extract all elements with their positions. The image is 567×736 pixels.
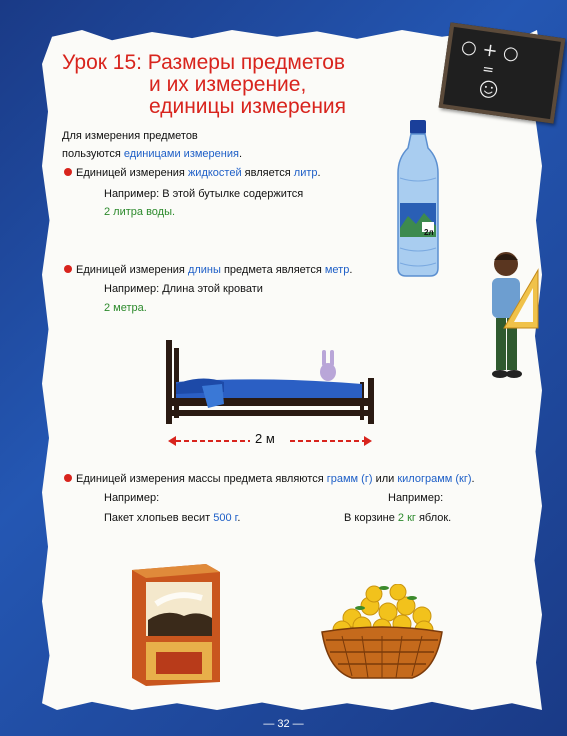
liquid-highlight: жидкостей bbox=[187, 167, 242, 179]
liquid-example: Например: В этой бутылке содержится bbox=[104, 188, 304, 200]
right-example-prefix: В корзине bbox=[344, 512, 398, 524]
length-unit: метр bbox=[324, 264, 350, 276]
intro-line-2 bbox=[62, 148, 242, 160]
mass-suffix: . bbox=[471, 473, 475, 485]
mass-or: или bbox=[372, 473, 398, 485]
chalkboard-text: ○ + ○ bbox=[459, 36, 521, 66]
right-example-suffix: яблок. bbox=[415, 512, 452, 524]
mass-unit-gram: грамм (г) bbox=[326, 473, 373, 485]
liquid-prefix: Единицей измерения bbox=[76, 167, 188, 179]
liquid-unit: литр bbox=[293, 167, 318, 179]
water-bottle-illustration bbox=[392, 118, 444, 280]
page-title bbox=[62, 52, 346, 118]
liquid-middle: является bbox=[241, 167, 294, 179]
bed-length-label: 2 м bbox=[255, 431, 275, 446]
chalkboard-equals: = bbox=[481, 61, 496, 79]
bullet-icon bbox=[64, 265, 72, 273]
length-rule bbox=[64, 264, 352, 276]
left-example bbox=[104, 512, 240, 524]
cereal-box-illustration bbox=[126, 560, 226, 688]
mass-unit-kilogram: килограмм (кг) bbox=[397, 473, 472, 485]
right-example bbox=[344, 512, 451, 524]
mass-prefix: Единицей измерения массы предмета являются bbox=[76, 473, 327, 485]
apple-basket-illustration bbox=[312, 584, 452, 684]
title-line-1: Урок 15: Размеры предметов bbox=[62, 51, 346, 74]
liquid-suffix: . bbox=[317, 167, 321, 179]
intro-prefix: пользуются bbox=[62, 148, 124, 160]
left-example-label: Например: bbox=[104, 492, 160, 504]
length-prefix: Единицей измерения bbox=[76, 264, 188, 276]
bottle-label: 2л bbox=[424, 228, 434, 237]
chalkboard-illustration bbox=[439, 22, 566, 123]
right-example-label: Например: bbox=[388, 492, 444, 504]
intro-suffix: . bbox=[238, 148, 243, 160]
page-number: — 32 — bbox=[263, 718, 304, 730]
length-highlight: длины bbox=[187, 264, 221, 276]
left-example-value: 500 г bbox=[213, 512, 238, 524]
mass-rule bbox=[64, 473, 475, 485]
length-amount: 2 метра. bbox=[104, 302, 147, 314]
title-line-3: единицы измерения bbox=[149, 95, 347, 118]
left-example-suffix: . bbox=[237, 512, 241, 524]
intro-line-1: Для измерения предметов bbox=[62, 130, 198, 142]
bed-illustration bbox=[162, 336, 382, 426]
liquid-rule bbox=[64, 167, 321, 179]
bullet-icon bbox=[64, 168, 72, 176]
length-middle: предмета является bbox=[220, 264, 325, 276]
length-example: Например: Длина этой кровати bbox=[104, 283, 263, 295]
left-example-prefix: Пакет хлопьев весит bbox=[104, 512, 214, 524]
boy-with-ruler-illustration bbox=[478, 248, 542, 388]
smiley-icon bbox=[474, 77, 503, 102]
liquid-amount: 2 литра воды. bbox=[104, 206, 176, 218]
right-example-value: 2 кг bbox=[397, 512, 416, 524]
bullet-icon bbox=[64, 474, 72, 482]
title-line-2: и их измерение, bbox=[149, 73, 307, 96]
intro-highlight: единицами измерения bbox=[123, 148, 239, 160]
length-suffix: . bbox=[349, 264, 353, 276]
